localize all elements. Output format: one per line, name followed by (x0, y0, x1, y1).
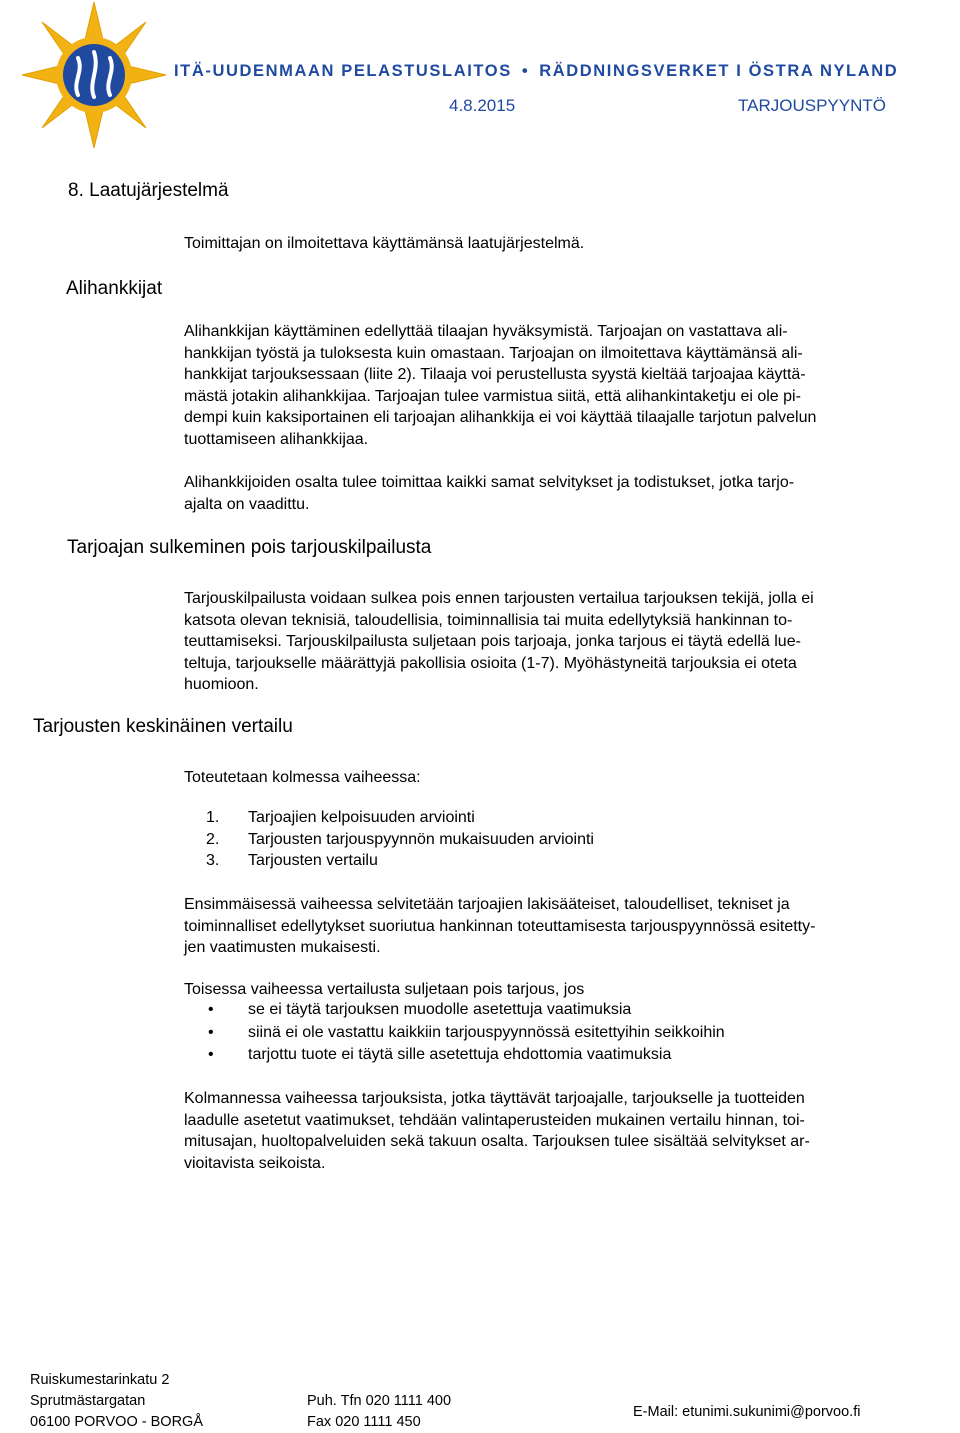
list-item: siinä ei ole vastattu kaikkiin tarjouspyynnössä esitettyihin seikkoihin (248, 1024, 725, 1041)
text-line: Kolmannessa vaiheessa tarjouksista, jotka täyttävät tarjoajalle, tarjoukselle ja tuotteiden (184, 1090, 805, 1107)
step-text: Tarjoajien kelpoisuuden arviointi (248, 809, 475, 826)
section-heading-comparison: Tarjousten keskinäinen vertailu (33, 716, 293, 737)
text-line: toiminnalliset edellytykset suoriutua hankinnan toteuttamisesta tarjouspyynnössä esitetty- (184, 917, 816, 935)
footer-fax: Fax 020 1111 450 (307, 1414, 421, 1430)
footer-phone: Puh. Tfn 020 1111 400 (307, 1393, 452, 1409)
document-date: 4.8.2015 (449, 96, 516, 115)
text-line: teltuja, tarjoukselle määrättyjä pakollisia osioita (1-7). Myöhästyneitä tarjouksia ei oteta (184, 654, 797, 672)
footer-email: E-Mail: etunimi.sukunimi@porvoo.fi (633, 1404, 861, 1420)
subcontractors-paragraph (184, 321, 914, 450)
text-line: mitusajan, huoltopalveluiden sekä takuun osalta. Tarjouksen tulee sisältää selvitykset ar- (184, 1133, 810, 1150)
text-line: huomioon. (184, 676, 259, 693)
step-number: 2. (206, 831, 220, 848)
comparison-intro: Toteutetaan kolmessa vaiheessa: (184, 769, 421, 786)
organization-name (174, 62, 898, 81)
phase1-paragraph (184, 894, 914, 959)
section-heading-exclusion: Tarjoajan sulkeminen pois tarjouskilpailusta (67, 537, 432, 558)
text-line: hankkijat tarjouksessaan (liite 2). Tilaaja voi perustellusta syystä kieltää tarjoajaa käyttä- (184, 366, 806, 383)
organization-name-sv: RÄDDNINGSVERKET I ÖSTRA NYLAND (539, 62, 899, 80)
step-number: 1. (206, 809, 220, 826)
separator-dot: • (521, 62, 530, 80)
text-line: Tarjouskilpailusta voidaan sulkea pois ennen tarjousten vertailua tarjouksen tekijä, jolla ei (184, 590, 814, 607)
list-item: tarjottu tuote ei täytä sille asetettuja ehdottomia vaatimuksia (248, 1046, 672, 1063)
footer-address-line: 06100 PORVOO - BORGÅ (30, 1414, 203, 1430)
step-number: 3. (206, 852, 220, 869)
text-line: hankkijan työstä ja tuloksesta kuin omastaan. Tarjoajan on ilmoitettava käyttämänsä ali- (184, 344, 803, 362)
text-line: vioitavista seikoista. (184, 1154, 326, 1172)
step-text: Tarjousten vertailu (248, 852, 378, 869)
footer-address-line: Sprutmästargatan (30, 1393, 146, 1409)
text-line: ajalta on vaadittu. (184, 495, 310, 513)
text-line: teuttamiseksi. Tarjouskilpailusta suljetaan pois tarjoaja, jonka tarjous ei täytä edellä lue- (184, 633, 801, 650)
footer-address-line: Ruiskumestarinkatu 2 (30, 1372, 170, 1388)
list-item: se ei täytä tarjouksen muodolle asetettuja vaatimuksia (248, 1001, 632, 1018)
text-line: dempi kuin kaksiportainen eli tarjoajan alihankkija ei voi käyttää tilaajalle tarjotun palvelun (184, 409, 817, 426)
step-text: Tarjousten tarjouspyynnön mukaisuuden arviointi (248, 831, 594, 848)
footer-address (30, 1370, 203, 1433)
phase3-paragraph (184, 1088, 914, 1174)
rescue-department-logo (20, 0, 168, 150)
text-line: mästä jotakin alihankkijaa. Tarjoajan tulee varmistua siitä, että alihankintaketju ei ole pi- (184, 387, 801, 405)
text-line: tuottamiseen alihankkijaa. (184, 430, 369, 448)
footer-contact (307, 1391, 451, 1433)
quality-system-text: Toimittajan on ilmoitettava käyttämänsä laatujärjestelmä. (184, 235, 585, 252)
text-line: laadulle asetetut vaatimukset, tehdään valintaperusteiden mukainen vertailu hinnan, toi- (184, 1111, 805, 1129)
exclusion-paragraph (184, 588, 914, 696)
bullet-icon: • (208, 1001, 214, 1018)
text-line: Alihankkijoiden osalta tulee toimittaa kaikki samat selvitykset ja todistukset, jotka tarjo- (184, 474, 795, 491)
bullet-icon: • (208, 1046, 214, 1063)
document-type: TARJOUSPYYNTÖ (738, 96, 886, 115)
text-line: Ensimmäisessä vaiheessa selvitetään tarjoajien lakisääteiset, taloudelliset, tekniset ja (184, 896, 790, 913)
text-line: Alihankkijan käyttäminen edellyttää tilaajan hyväksymistä. Tarjoajan on vastattava ali- (184, 323, 788, 340)
text-line: katsota olevan teknisiä, taloudellisia, toiminnallisia tai muita edellytyksiä hankinnan to- (184, 611, 793, 629)
text-line: jen vaatimusten mukaisesti. (184, 939, 381, 956)
phase2-intro: Toisessa vaiheessa vertailusta suljetaan pois tarjous, jos (184, 981, 585, 998)
section-heading-quality-system: 8. Laatujärjestelmä (68, 180, 229, 201)
organization-name-fi: ITÄ-UUDENMAAN PELASTUSLAITOS (174, 62, 512, 80)
bullet-icon: • (208, 1024, 214, 1041)
section-heading-subcontractors: Alihankkijat (66, 278, 163, 299)
subcontractors-paragraph-2 (184, 472, 914, 515)
